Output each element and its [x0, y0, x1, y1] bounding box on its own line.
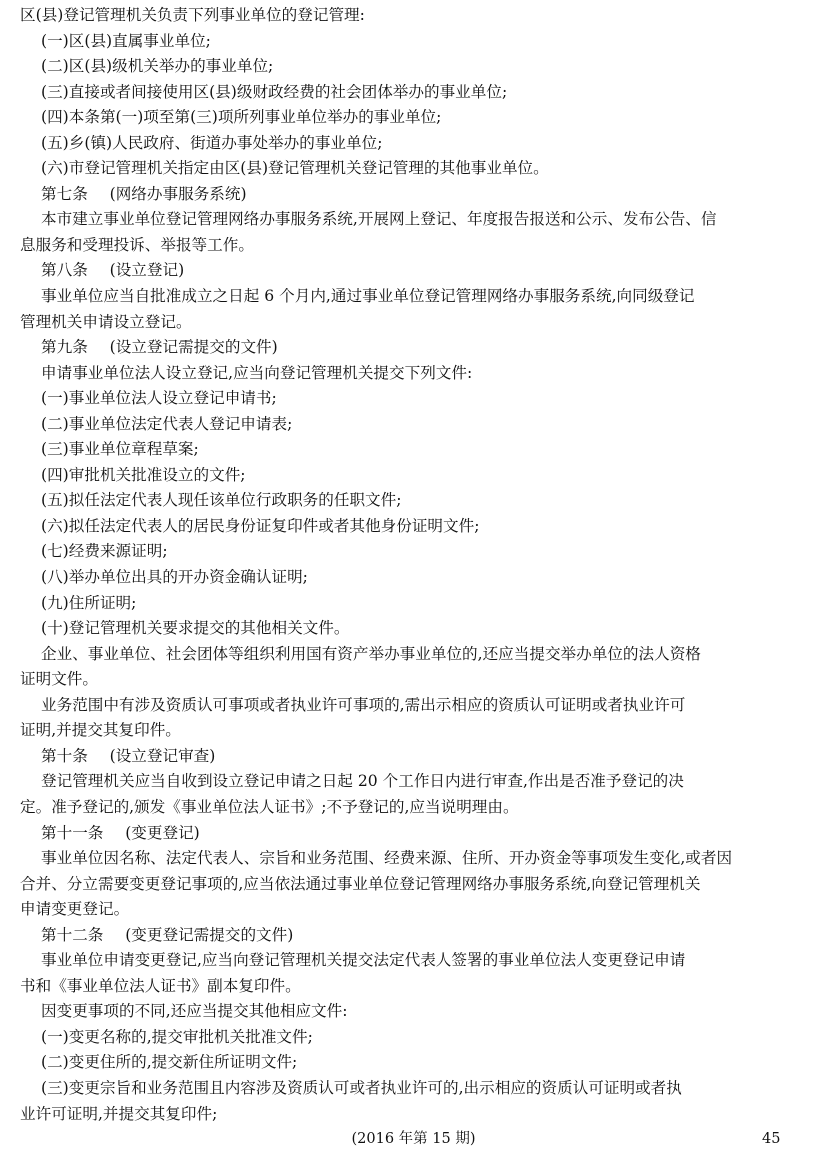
article-number: 第十条 [41, 746, 88, 765]
article-title: (变更登记需提交的文件) [125, 925, 294, 944]
list-item: (二)区(县)级机关举办的事业单位; [41, 57, 274, 76]
paragraph-line: 证明,并提交其复印件。 [20, 721, 181, 740]
paragraph-line: 业务范围中有涉及资质认可事项或者执业许可事项的,需出示相应的资质认可证明或者执业许可 [41, 695, 686, 714]
article-title: (设立登记需提交的文件) [109, 338, 278, 357]
article-number: 第十一条 [41, 823, 104, 842]
article-title: (变更登记) [125, 823, 200, 842]
article-heading-12 [20, 923, 820, 949]
article-number: 第九条 [41, 338, 88, 357]
list-item: (二)变更住所的,提交新住所证明文件; [41, 1053, 298, 1072]
paragraph-line: 定。准予登记的,颁发《事业单位法人证书》;不予登记的,应当说明理由。 [20, 797, 519, 816]
list-item: (一)变更名称的,提交审批机关批准文件; [41, 1027, 313, 1046]
article-heading-8 [20, 258, 820, 284]
article-heading-10 [20, 744, 820, 770]
paragraph-line: 书和《事业单位法人证书》副本复印件。 [20, 976, 301, 995]
list-item: (一)区(县)直属事业单位; [41, 31, 211, 50]
article-number: 第八条 [41, 261, 88, 280]
list-item: (五)拟任法定代表人现任该单位行政职务的任职文件; [41, 491, 402, 510]
article-title: (设立登记审查) [109, 746, 216, 765]
page-number: 45 [762, 1131, 781, 1147]
paragraph-line: 管理机关申请设立登记。 [20, 312, 192, 331]
list-item: (五)乡(镇)人民政府、街道办事处举办的事业单位; [41, 133, 383, 152]
paragraph-line: 事业单位因名称、法定代表人、宗旨和业务范围、经费来源、住所、开办资金等事项发生变化,或者因 [41, 849, 733, 868]
list-item: (六)市登记管理机关指定由区(县)登记管理机关登记管理的其他事业单位。 [41, 159, 549, 178]
list-item: (八)举办单位出具的开办资金确认证明; [41, 568, 308, 587]
list-item: (四)本条第(一)项至第(三)项所列事业单位举办的事业单位; [41, 108, 442, 127]
article-heading-11 [20, 821, 820, 847]
paragraph-line: 本市建立事业单位登记管理网络办事服务系统,开展网上登记、年度报告报送和公示、发布公告、信 [41, 210, 717, 229]
document-body [20, 3, 820, 1127]
article-number: 第十二条 [41, 925, 104, 944]
list-item: (四)审批机关批准设立的文件; [41, 465, 246, 484]
article-heading-9 [20, 335, 820, 361]
list-item: (二)事业单位法定代表人登记申请表; [41, 414, 293, 433]
list-item: (六)拟任法定代表人的居民身份证复印件或者其他身份证明文件; [41, 516, 480, 535]
article-heading-7 [20, 182, 820, 208]
paragraph-line: 事业单位应当自批准成立之日起 6 个月内,通过事业单位登记管理网络办事服务系统,向同级登记 [41, 287, 695, 306]
article-title: (设立登记) [109, 261, 185, 280]
list-item: (一)事业单位法人设立登记申请书; [41, 389, 277, 408]
issue-label: (2016 年第 15 期) [351, 1131, 476, 1147]
paragraph-line: 登记管理机关应当自收到设立登记申请之日起 20 个工作日内进行审查,作出是否准予登记的决 [41, 772, 684, 791]
list-item: (三)事业单位章程草案; [41, 440, 199, 459]
article-number: 第七条 [41, 184, 88, 203]
paragraph-line: 证明文件。 [20, 670, 98, 689]
list-item: (三)直接或者间接使用区(县)级财政经费的社会团体举办的事业单位; [41, 82, 508, 101]
paragraph-line: 息服务和受理投诉、举报等工作。 [20, 235, 254, 254]
list-item: (七)经费来源证明; [41, 542, 168, 561]
paragraph-line: 申请事业单位法人设立登记,应当向登记管理机关提交下列文件: [41, 363, 473, 382]
paragraph-line: 因变更事项的不同,还应当提交其他相应文件: [41, 1002, 348, 1021]
list-item: (九)住所证明; [41, 593, 137, 612]
article-title: (网络办事服务系统) [109, 184, 247, 203]
list-item: (十)登记管理机关要求提交的其他相关文件。 [41, 619, 350, 638]
paragraph-line: 合并、分立需要变更登记事项的,应当依法通过事业单位登记管理网络办事服务系统,向登记管理机关 [20, 874, 701, 893]
paragraph-line: 申请变更登记。 [20, 900, 130, 919]
paragraph-line: 事业单位申请变更登记,应当向登记管理机关提交法定代表人签署的事业单位法人变更登记申请 [41, 951, 686, 970]
text-line: 区(县)登记管理机关负责下列事业单位的登记管理: [20, 6, 365, 24]
paragraph-line: 企业、事业单位、社会团体等组织利用国有资产举办事业单位的,还应当提交举办单位的法人资格 [41, 644, 701, 663]
list-item: (三)变更宗旨和业务范围且内容涉及资质认可或者执业许可的,出示相应的资质认可证明或者执 [41, 1078, 682, 1097]
paragraph-line: 业许可证明,并提交其复印件; [20, 1104, 218, 1123]
